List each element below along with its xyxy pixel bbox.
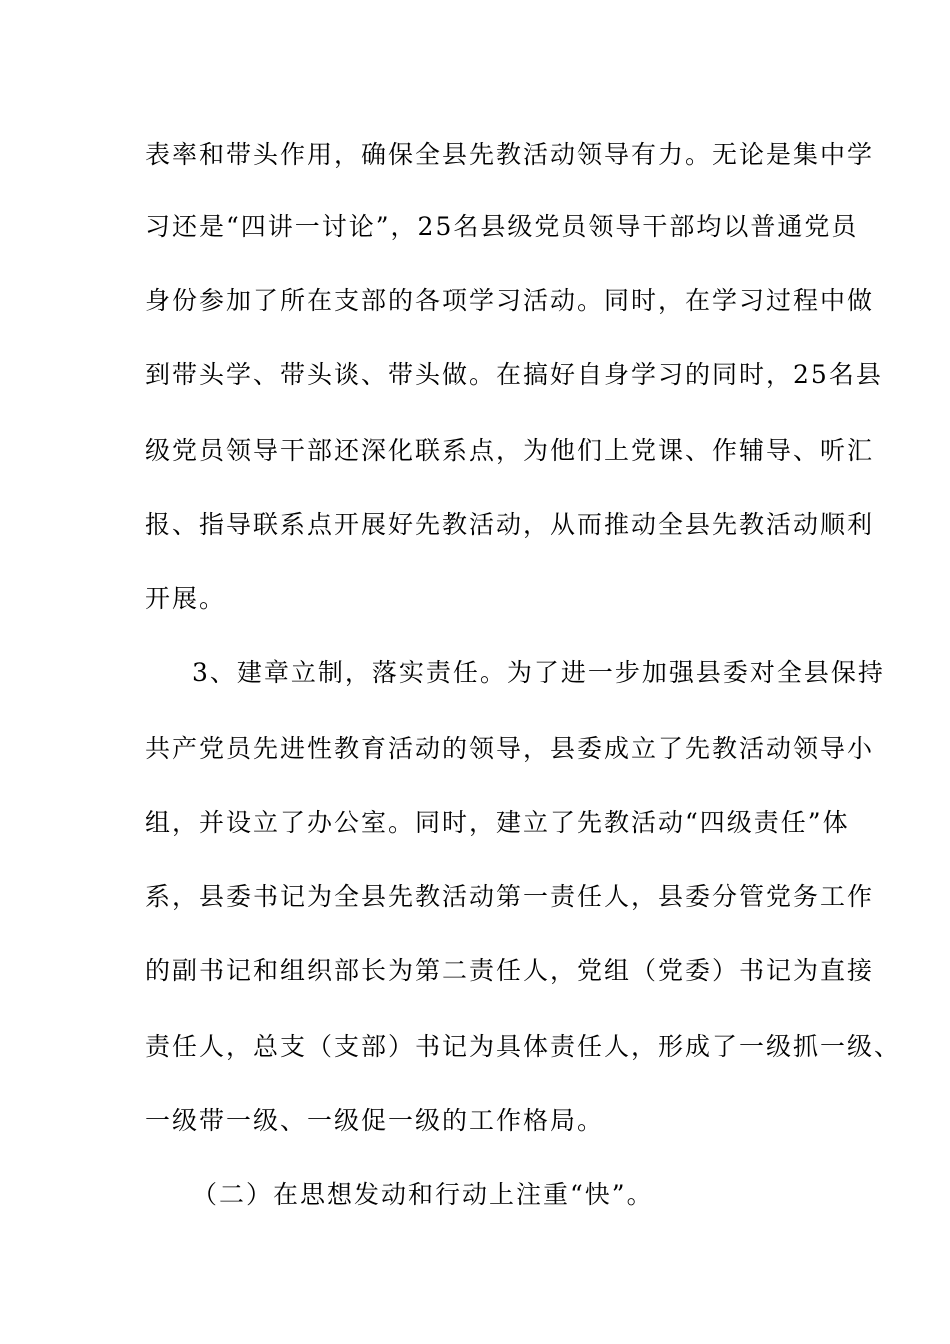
section-heading: （二）在思想发动和行动上注重“快”。 [192,1180,654,1209]
text-line-12: 的副书记和组织部长为第二责任人，党组（党委）书记为直接 [145,956,875,985]
text-line-1: 表率和带头作用，确保全县先教活动领导有力。无论是集中学 [145,140,875,169]
text-line-5: 级党员领导干部还深化联系点，为他们上党课、作辅导、听汇 [145,436,875,465]
text-line-4: 到带头学、带头谈、带头做。在搞好自身学习的同时，25名县 [145,360,883,389]
text-line-7: 开展。 [145,584,227,613]
text-line-6: 报、指导联系点开展好先教活动，从而推动全县先教活动顺利 [145,510,875,539]
text-line-3: 身份参加了所在支部的各项学习活动。同时，在学习过程中做 [145,286,875,315]
text-line-10: 组，并设立了办公室。同时，建立了先教活动“四级责任”体 [145,808,850,837]
text-line-11: 系，县委书记为全县先教活动第一责任人，县委分管党务工作 [145,882,875,911]
text-line-13: 责任人，总支（支部）书记为具体责任人，形成了一级抓一级、 [145,1032,902,1061]
text-line-2: 习还是“四讲一讨论”，25名县级党员领导干部均以普通党员 [145,212,859,241]
text-line-9: 共产党员先进性教育活动的领导，县委成立了先教活动领导小 [145,734,875,763]
text-line-8: 3、建章立制，落实责任。为了进一步加强县委对全县保持 [192,658,885,687]
text-line-14: 一级带一级、一级促一级的工作格局。 [145,1106,605,1135]
